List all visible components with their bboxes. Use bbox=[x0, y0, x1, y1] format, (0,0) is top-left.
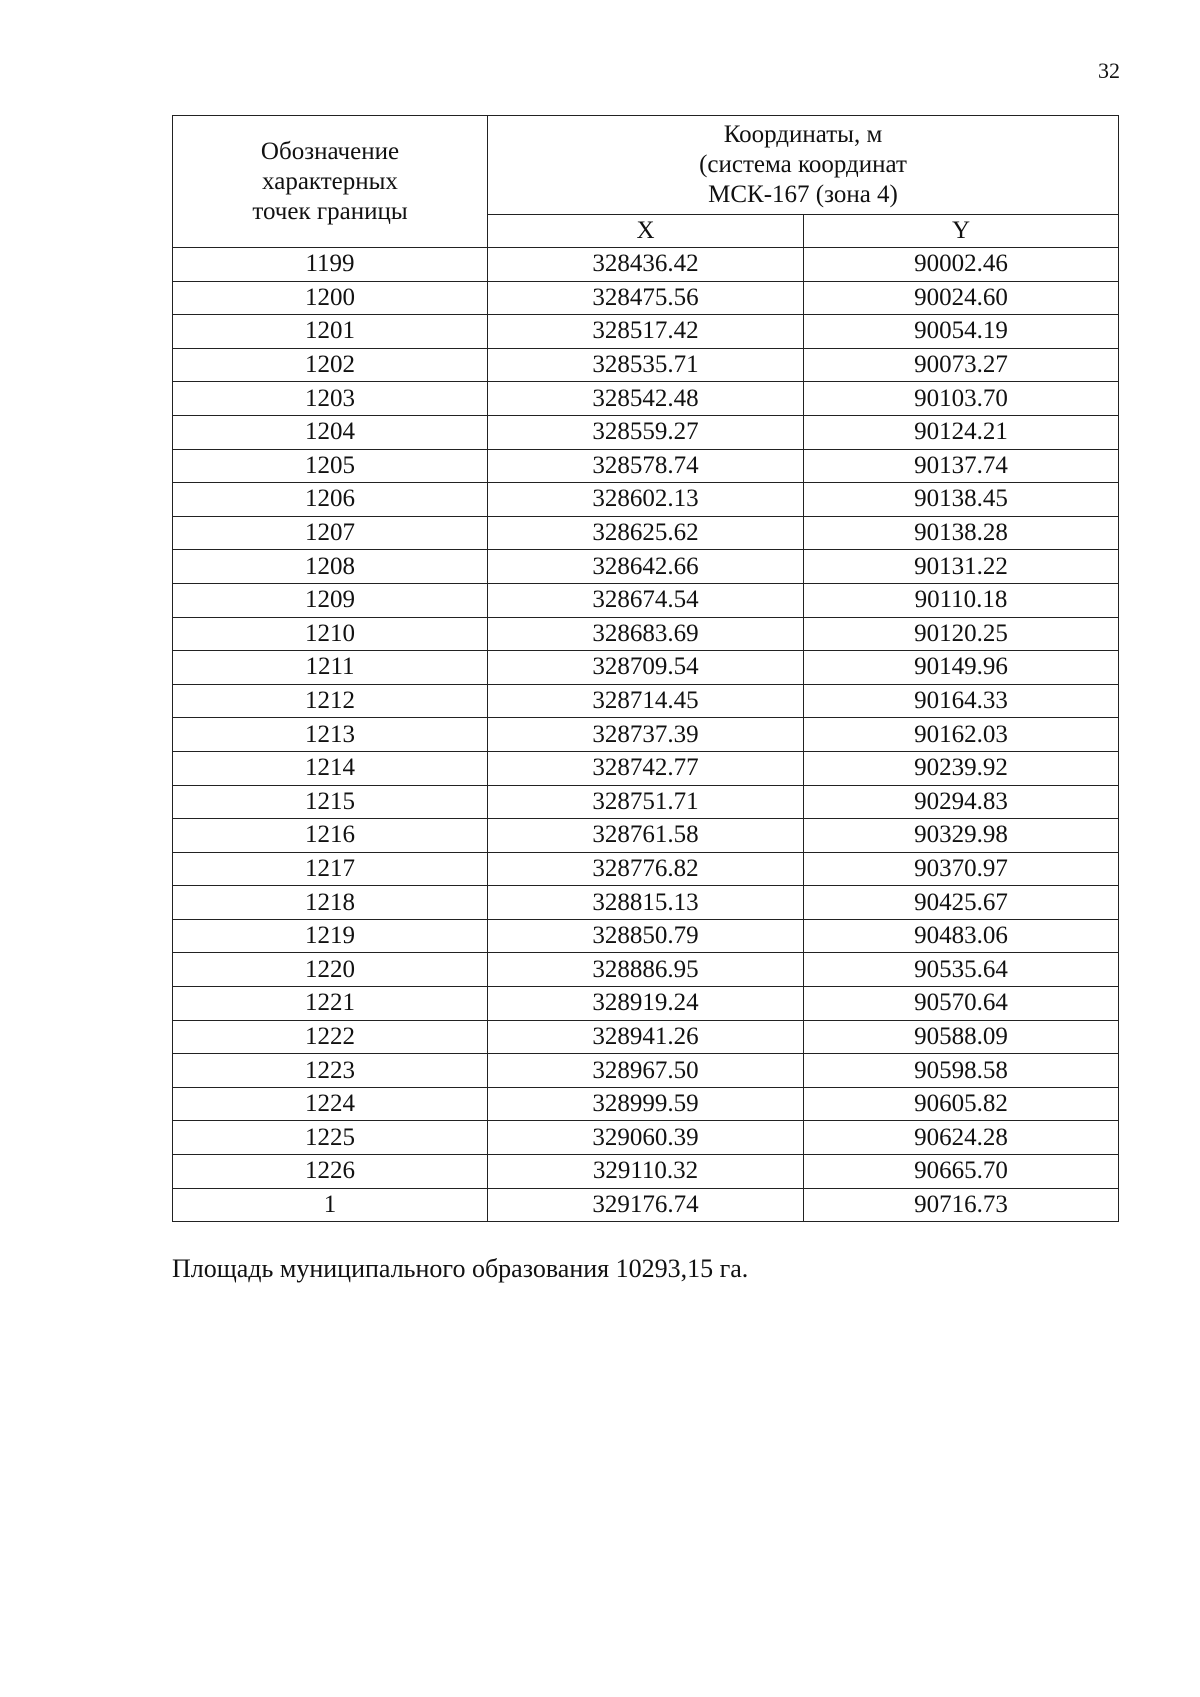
area-note: Площадь муниципального образования 10293,15 га. bbox=[172, 1254, 749, 1283]
table-row bbox=[173, 785, 1119, 819]
table-row bbox=[173, 583, 1119, 617]
cell-point: 1200 bbox=[173, 281, 488, 315]
table-row bbox=[173, 617, 1119, 651]
header-coords-line: Координаты, м bbox=[723, 121, 883, 148]
header-point-line: точек границы bbox=[252, 197, 408, 225]
cell-y: 90605.82 bbox=[804, 1087, 1119, 1121]
table-row bbox=[173, 886, 1119, 920]
cell-point: 1215 bbox=[173, 785, 488, 819]
table-row bbox=[173, 1020, 1119, 1054]
table-row bbox=[173, 550, 1119, 584]
cell-point: 1201 bbox=[173, 315, 488, 349]
cell-point: 1216 bbox=[173, 819, 488, 853]
cell-x: 328967.50 bbox=[488, 1054, 804, 1088]
table-row bbox=[173, 348, 1119, 382]
cell-point: 1207 bbox=[173, 516, 488, 550]
cell-point: 1219 bbox=[173, 919, 488, 953]
cell-y: 90164.33 bbox=[804, 684, 1119, 718]
cell-x: 328709.54 bbox=[488, 651, 804, 685]
cell-y: 90588.09 bbox=[804, 1020, 1119, 1054]
cell-point: 1221 bbox=[173, 987, 488, 1021]
table-row bbox=[173, 819, 1119, 853]
cell-point: 1222 bbox=[173, 1020, 488, 1054]
cell-x: 328542.48 bbox=[488, 382, 804, 416]
table-row bbox=[173, 684, 1119, 718]
cell-point: 1218 bbox=[173, 886, 488, 920]
table-row bbox=[173, 718, 1119, 752]
cell-y: 90370.97 bbox=[804, 852, 1119, 886]
cell-x: 328535.71 bbox=[488, 348, 804, 382]
cell-y: 90054.19 bbox=[804, 315, 1119, 349]
table-row bbox=[173, 1054, 1119, 1088]
cell-x: 328941.26 bbox=[488, 1020, 804, 1054]
cell-y: 90149.96 bbox=[804, 651, 1119, 685]
cell-y: 90120.25 bbox=[804, 617, 1119, 651]
cell-x: 328815.13 bbox=[488, 886, 804, 920]
cell-point: 1224 bbox=[173, 1087, 488, 1121]
cell-y: 90329.98 bbox=[804, 819, 1119, 853]
table-row bbox=[173, 953, 1119, 987]
cell-point: 1214 bbox=[173, 751, 488, 785]
header-coords-line: МСК-167 (зона 4) bbox=[708, 181, 898, 208]
header-coords-line: (система координат bbox=[699, 151, 907, 178]
cell-y: 90535.64 bbox=[804, 953, 1119, 987]
table-header bbox=[173, 116, 1119, 248]
cell-x: 328517.42 bbox=[488, 315, 804, 349]
page-number: 32 bbox=[1098, 58, 1120, 83]
cell-x: 328625.62 bbox=[488, 516, 804, 550]
table-row bbox=[173, 382, 1119, 416]
cell-point: 1202 bbox=[173, 348, 488, 382]
cell-point: 1225 bbox=[173, 1121, 488, 1155]
table-row bbox=[173, 483, 1119, 517]
cell-x: 329110.32 bbox=[488, 1155, 804, 1189]
table-row bbox=[173, 751, 1119, 785]
table-row bbox=[173, 315, 1119, 349]
cell-x: 328776.82 bbox=[488, 852, 804, 886]
cell-y: 90110.18 bbox=[804, 583, 1119, 617]
table-row bbox=[173, 449, 1119, 483]
cell-x: 328559.27 bbox=[488, 415, 804, 449]
header-point-line: Обозначение bbox=[260, 137, 400, 165]
table-row bbox=[173, 987, 1119, 1021]
header-x: X bbox=[488, 215, 804, 248]
table-row bbox=[173, 415, 1119, 449]
cell-x: 329176.74 bbox=[488, 1188, 804, 1222]
table-body bbox=[173, 248, 1119, 1222]
coordinates-table bbox=[172, 115, 1119, 1222]
table-row bbox=[173, 248, 1119, 282]
cell-point: 1203 bbox=[173, 382, 488, 416]
cell-point: 1208 bbox=[173, 550, 488, 584]
cell-point: 1209 bbox=[173, 583, 488, 617]
table-row bbox=[173, 919, 1119, 953]
cell-x: 328602.13 bbox=[488, 483, 804, 517]
table-row bbox=[173, 516, 1119, 550]
cell-y: 90425.67 bbox=[804, 886, 1119, 920]
cell-y: 90665.70 bbox=[804, 1155, 1119, 1189]
header-y: Y bbox=[804, 215, 1119, 248]
cell-y: 90162.03 bbox=[804, 718, 1119, 752]
cell-point: 1226 bbox=[173, 1155, 488, 1189]
cell-point: 1213 bbox=[173, 718, 488, 752]
cell-y: 90024.60 bbox=[804, 281, 1119, 315]
cell-x: 328714.45 bbox=[488, 684, 804, 718]
cell-y: 90137.74 bbox=[804, 449, 1119, 483]
cell-point: 1204 bbox=[173, 415, 488, 449]
table-row bbox=[173, 1121, 1119, 1155]
cell-x: 328683.69 bbox=[488, 617, 804, 651]
cell-point: 1199 bbox=[173, 248, 488, 282]
cell-y: 90570.64 bbox=[804, 987, 1119, 1021]
cell-y: 90624.28 bbox=[804, 1121, 1119, 1155]
cell-y: 90124.21 bbox=[804, 415, 1119, 449]
header-point-designation bbox=[173, 116, 488, 248]
cell-x: 328737.39 bbox=[488, 718, 804, 752]
cell-y: 90239.92 bbox=[804, 751, 1119, 785]
cell-x: 328999.59 bbox=[488, 1087, 804, 1121]
header-coordinates bbox=[488, 116, 1119, 215]
cell-y: 90138.45 bbox=[804, 483, 1119, 517]
cell-x: 328751.71 bbox=[488, 785, 804, 819]
table-row bbox=[173, 1087, 1119, 1121]
cell-x: 328761.58 bbox=[488, 819, 804, 853]
table-row bbox=[173, 1155, 1119, 1189]
cell-x: 328578.74 bbox=[488, 449, 804, 483]
table-row bbox=[173, 852, 1119, 886]
cell-x: 329060.39 bbox=[488, 1121, 804, 1155]
cell-point: 1211 bbox=[173, 651, 488, 685]
cell-point: 1223 bbox=[173, 1054, 488, 1088]
cell-x: 328919.24 bbox=[488, 987, 804, 1021]
cell-x: 328475.56 bbox=[488, 281, 804, 315]
cell-y: 90103.70 bbox=[804, 382, 1119, 416]
cell-y: 90131.22 bbox=[804, 550, 1119, 584]
cell-x: 328742.77 bbox=[488, 751, 804, 785]
cell-y: 90002.46 bbox=[804, 248, 1119, 282]
cell-y: 90138.28 bbox=[804, 516, 1119, 550]
cell-x: 328642.66 bbox=[488, 550, 804, 584]
table-row bbox=[173, 1188, 1119, 1222]
cell-y: 90598.58 bbox=[804, 1054, 1119, 1088]
cell-point: 1212 bbox=[173, 684, 488, 718]
table-row bbox=[173, 651, 1119, 685]
cell-point: 1220 bbox=[173, 953, 488, 987]
cell-x: 328886.95 bbox=[488, 953, 804, 987]
cell-point: 1206 bbox=[173, 483, 488, 517]
cell-point: 1 bbox=[173, 1188, 488, 1222]
cell-point: 1205 bbox=[173, 449, 488, 483]
cell-point: 1210 bbox=[173, 617, 488, 651]
cell-y: 90073.27 bbox=[804, 348, 1119, 382]
cell-y: 90294.83 bbox=[804, 785, 1119, 819]
cell-x: 328436.42 bbox=[488, 248, 804, 282]
cell-y: 90483.06 bbox=[804, 919, 1119, 953]
cell-point: 1217 bbox=[173, 852, 488, 886]
cell-x: 328850.79 bbox=[488, 919, 804, 953]
cell-y: 90716.73 bbox=[804, 1188, 1119, 1222]
table-row bbox=[173, 281, 1119, 315]
header-point-line: характерных bbox=[262, 167, 398, 195]
cell-x: 328674.54 bbox=[488, 583, 804, 617]
